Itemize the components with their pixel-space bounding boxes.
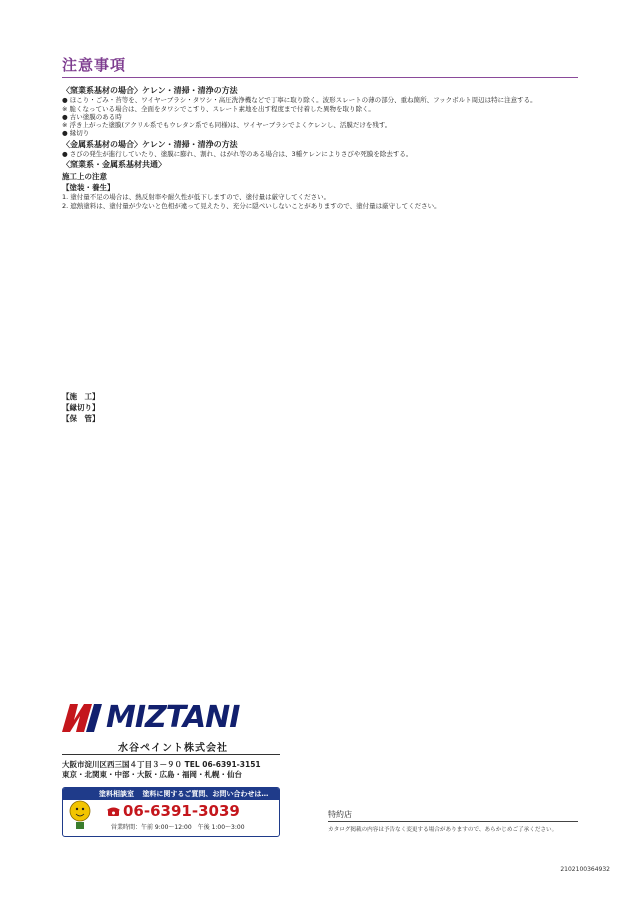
contact-panel — [62, 787, 280, 837]
section-ceramic-lines — [62, 96, 578, 137]
section-ceramic-title: 〈窯業系基材の場合〉ケレン・清掃・清浄の方法 — [62, 86, 238, 95]
note-line: 1. 塗付量不足の場合は、熱反射率や耐久性が低下しますので、塗付量は厳守してください。 — [62, 193, 331, 202]
telephone-icon — [107, 806, 120, 816]
mascot-icon — [67, 794, 93, 830]
contact-title: 塗料相談室 — [99, 790, 134, 798]
section-common-title: 〈窯業系・金属系基材共通〉 — [62, 160, 166, 170]
contact-phone: 06-6391-3039 — [123, 802, 240, 820]
section-metal-lines — [62, 150, 578, 158]
title-divider — [62, 77, 578, 78]
company-address: 大阪市淀川区西三国４丁目３－９０ TEL 06-6391-3151 — [62, 760, 261, 769]
note-line: ※ 浮き上がった塗膜(アクリル系でもウレタン系でも同様)は、ワイヤーブラシでよくケレンし、活膜だけを残す。 — [62, 121, 392, 130]
illegible-body-gap — [62, 210, 578, 390]
company-logo — [62, 700, 282, 736]
note-line: ● 古い塗膜のある時 — [62, 112, 122, 121]
group-storage-title: 【保 管】 — [62, 414, 100, 424]
section-metal-title: 〈金属系基材の場合〉ケレン・清掃・清浄の方法 — [62, 139, 238, 149]
logo-wordmark: MIZTANI — [106, 700, 240, 735]
note-line: ※ 脆くなっている場合は、全面をタワシでこすり、スレート素地を出す程度まで付着した異物を取り除く。 — [62, 104, 375, 113]
company-address-block — [62, 760, 261, 780]
dealer-label: 特約店 — [328, 810, 352, 819]
group-edge-title: 【縁切り】 — [62, 403, 100, 413]
group-painting-lines — [62, 193, 578, 210]
group-painting-title: 【塗装・養生】 — [62, 182, 115, 192]
group-application-title: 【施 工】 — [62, 391, 100, 401]
section-common-subtitle: 施工上の注意 — [62, 171, 107, 181]
page-title: 注意事項 — [62, 56, 127, 74]
catalog-code: 2102100364932 — [560, 866, 610, 873]
note-line: 2. 遮熱塗料は、塗付量が少ないと色相が違って見えたり、充分に隠ぺいしないことがありますので、塗付量は厳守してください。 — [62, 201, 441, 210]
notes-body — [62, 84, 578, 425]
contact-hours: 営業時間：午前 9:00〜12:00 午後 1:00〜3:00 — [111, 824, 245, 831]
note-line: ● 縁切り — [62, 129, 90, 138]
contact-header — [63, 788, 279, 800]
dealer-divider — [328, 821, 578, 822]
note-line: ● ほこり・ごみ・苔等を、ワイヤーブラシ・タワシ・高圧洗浄機などで丁寧に取り除く。波形スレートの薄の部分、重ね箇所、フックボルト周辺は特に注意する。 — [62, 96, 537, 105]
company-name: 水谷ペイント株式会社 — [118, 743, 228, 754]
note-line: ● さびの発生が進行していたり、塗膜に膨れ、割れ、はがれ等のある場合は、3種ケレンによりさびや死膜を除去する。 — [62, 150, 413, 159]
dealer-note: カタログ掲載の内容は予告なく変更する場合がありますので、あらかじめご了承ください。 — [328, 827, 558, 833]
company-branches: 東京・北関東・中部・大阪・広島・福岡・札幌・仙台 — [62, 770, 242, 779]
company-divider — [62, 754, 280, 755]
m-logo-icon — [62, 704, 102, 732]
contact-question: 塗料に関するご質問、お問い合わせは… — [142, 790, 269, 798]
